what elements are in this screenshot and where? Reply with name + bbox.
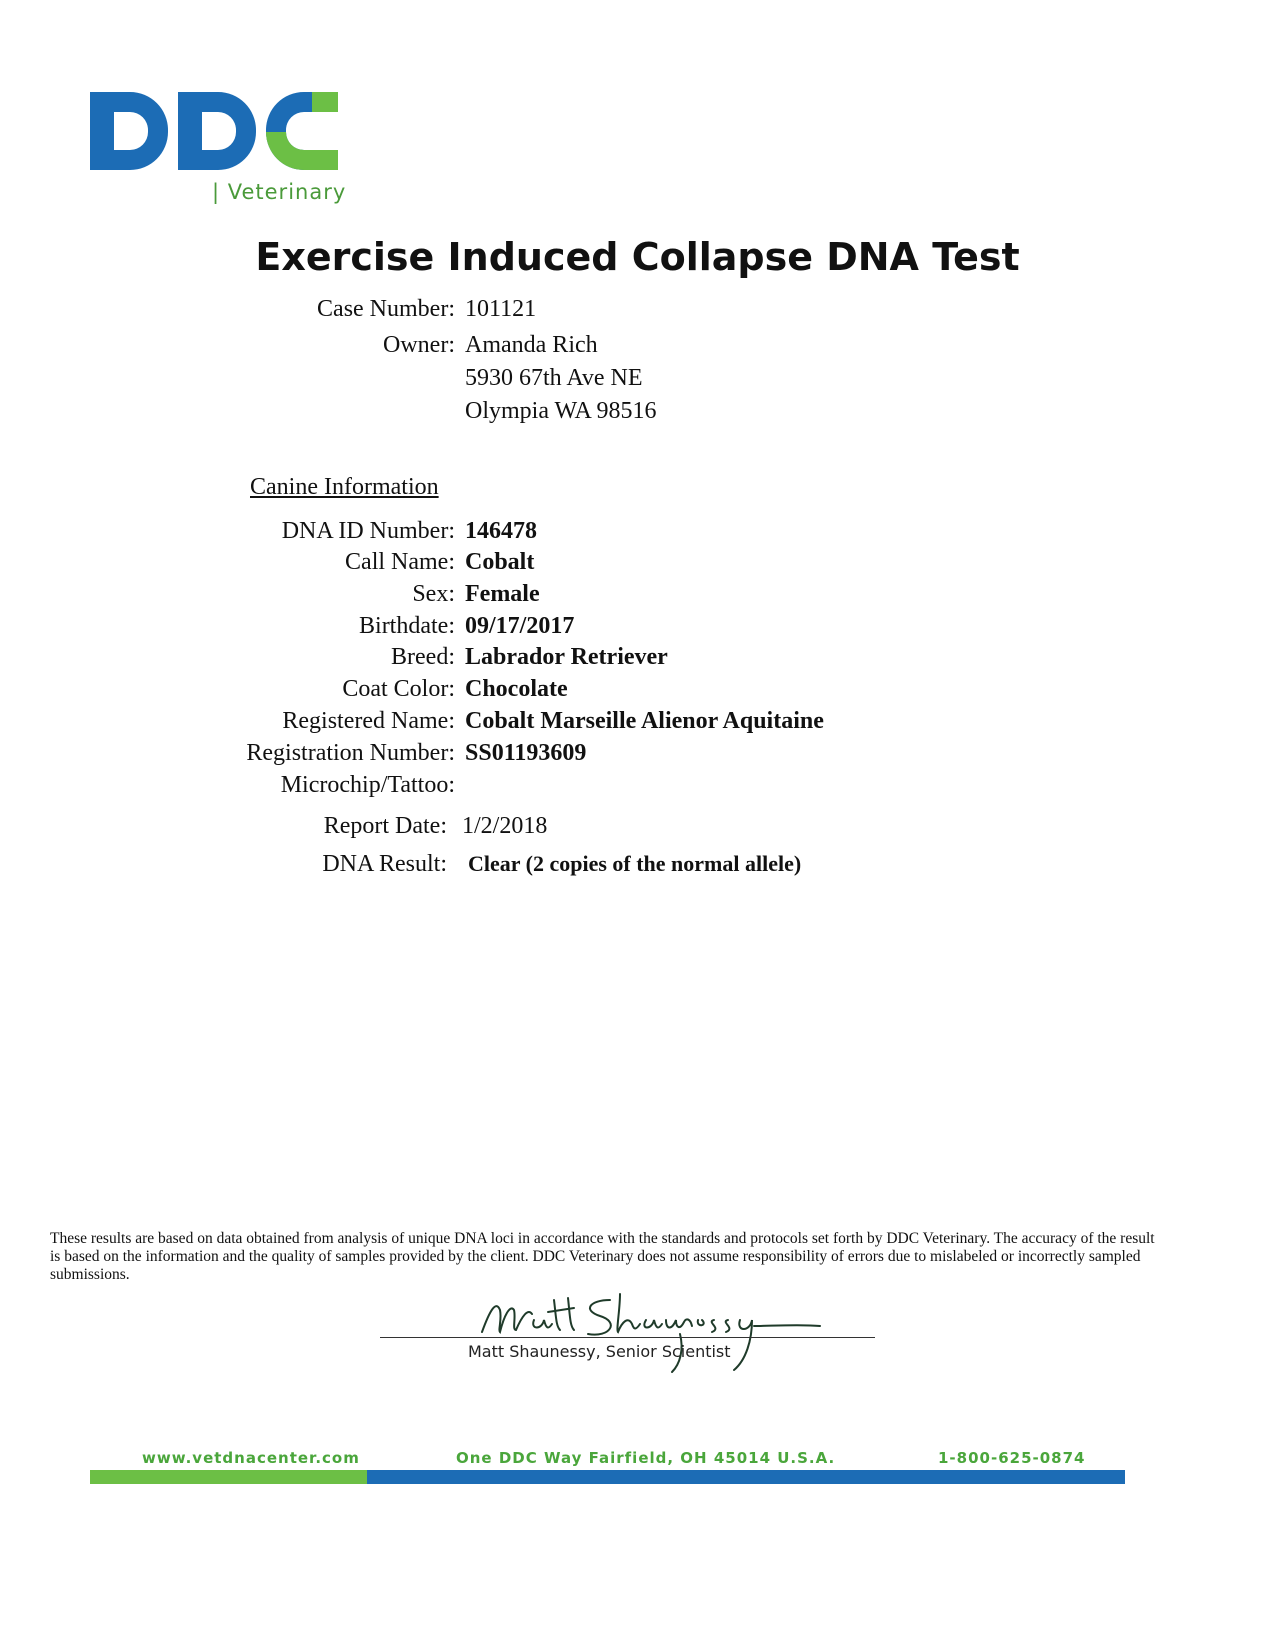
dna-result-value: Clear (2 copies of the normal allele) [468, 851, 802, 876]
field-value: 146478 [465, 518, 537, 544]
field-label: Registration Number: [246, 740, 455, 766]
field-label: Call Name: [345, 549, 455, 575]
ddc-logo-mark-icon [90, 92, 350, 172]
field-value: SS01193609 [465, 740, 587, 766]
field-value: Labrador Retriever [465, 644, 668, 670]
field-value: Cobalt [465, 549, 535, 575]
footer-bar-green [90, 1470, 367, 1484]
ddc-logo [90, 92, 350, 207]
owner-label: Owner: [383, 332, 455, 358]
field-value: Female [465, 581, 540, 607]
footer-bar-blue [367, 1470, 1125, 1484]
report-date-value: 1/2/2018 [462, 813, 548, 839]
case-number-label: Case Number: [317, 296, 455, 322]
footer-address: One DDC Way Fairfield, OH 45014 U.S.A. [456, 1449, 836, 1467]
signatory-name: Matt Shaunessy, Senior Scientist [468, 1342, 731, 1361]
report-date-label: Report Date: [323, 813, 447, 839]
field-label: Coat Color: [342, 676, 455, 702]
field-label: Sex: [412, 581, 455, 607]
field-value: 09/17/2017 [465, 613, 575, 639]
field-label: DNA ID Number: [281, 518, 455, 544]
canine-information-heading: Canine Information [250, 474, 439, 500]
field-label: Birthdate: [359, 613, 455, 639]
owner-address-line1: 5930 67th Ave NE [465, 365, 643, 391]
field-label: Registered Name: [282, 708, 455, 734]
field-label: Microchip/Tattoo: [280, 772, 455, 798]
field-value: Cobalt Marseille Alienor Aquitaine [465, 708, 824, 734]
logo-subtitle: | Veterinary [212, 180, 347, 204]
footer-website: www.vetdnacenter.com [142, 1449, 360, 1467]
signature-line [380, 1337, 875, 1338]
owner-name: Amanda Rich [465, 332, 598, 358]
dna-result-label: DNA Result: [322, 851, 447, 877]
field-label: Breed: [391, 644, 455, 670]
case-number-value: 101121 [465, 296, 537, 322]
field-value: Chocolate [465, 676, 568, 702]
footer-phone: 1-800-625-0874 [938, 1449, 1086, 1467]
disclaimer-text: These results are based on data obtained from analysis of unique DNA loci in accordance with the standards and protocols set forth by DDC Veterinary. The accuracy of the result is based on the information and the quality of samples provided by the client. DDC Veterinary does not assume responsibility of errors due to mislabeled or incorrectly sampled submissions. [50, 1230, 1155, 1283]
page-title: Exercise Induced Collapse DNA Test [255, 235, 1020, 279]
owner-address-line2: Olympia WA 98516 [465, 398, 657, 424]
signature-image [470, 1280, 830, 1380]
